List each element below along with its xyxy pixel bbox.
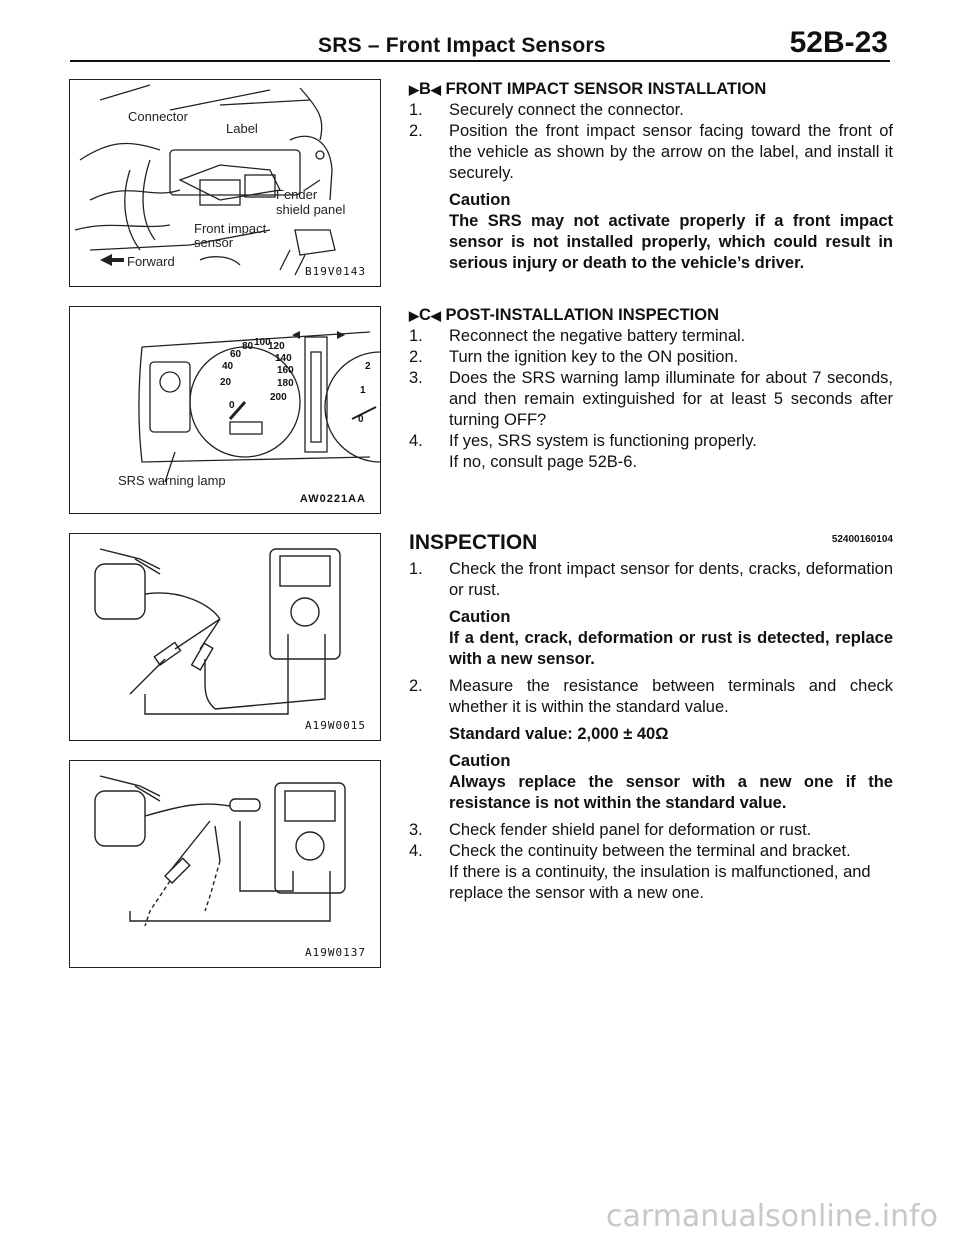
step: 1. Reconnect the negative battery terminal. bbox=[409, 327, 746, 345]
svg-text:40: 40 bbox=[222, 361, 234, 372]
svg-text:80: 80 bbox=[242, 341, 254, 352]
page-number: 52B-23 bbox=[789, 26, 888, 59]
step: 3. Check fender shield panel for deformation or rust. bbox=[409, 821, 812, 839]
caution-label: Caution bbox=[449, 608, 511, 626]
figure-resistance-check bbox=[69, 533, 381, 741]
label-front-impact: Front impact bbox=[194, 221, 267, 236]
page-header bbox=[0, 22, 960, 62]
standard-value: Standard value: 2,000 ± 40Ω bbox=[449, 725, 669, 743]
step: 3. Does the SRS warning lamp illuminate for about 7 seconds, and then remain extinguished for at least 5 seconds after turning OFF? bbox=[409, 369, 893, 429]
step: 4. Check the continuity between the terminal and bracket. bbox=[409, 842, 851, 860]
sensor-location-drawing bbox=[70, 80, 380, 286]
resistance-check-drawing bbox=[70, 534, 380, 740]
watermark: carmanualsonline.info bbox=[606, 1199, 938, 1234]
step: 1. Securely connect the connector. bbox=[409, 101, 684, 119]
caution-label: Caution bbox=[449, 191, 511, 209]
figure-code: AW0221AA bbox=[299, 493, 366, 505]
inspection-heading: INSPECTION 52400160104 bbox=[409, 531, 893, 554]
step: 1. Check the front impact sensor for dents, cracks, deformation or rust. bbox=[409, 560, 893, 599]
caution-text: The SRS may not activate properly if a front impact sensor is not installed properly, which could result in serious injury or death to the vehicle’s driver. bbox=[449, 212, 893, 272]
label-label: Label bbox=[226, 121, 258, 136]
svg-text:60: 60 bbox=[230, 349, 242, 360]
caution-text: If a dent, crack, deformation or rust is detected, replace with a new sensor. bbox=[449, 629, 893, 668]
section-post-installation bbox=[409, 305, 893, 473]
svg-text:120: 120 bbox=[268, 341, 285, 352]
label-fender: Fender bbox=[276, 187, 318, 202]
svg-text:100: 100 bbox=[254, 337, 271, 348]
svg-text:0: 0 bbox=[358, 414, 364, 425]
step: 2. Position the front impact sensor facing toward the front of the vehicle as shown by the arrow on the label, and install it securely. bbox=[409, 122, 893, 182]
figure-continuity-check bbox=[69, 760, 381, 968]
section-installation bbox=[409, 79, 893, 274]
step-continuation: If there is a continuity, the insulation is malfunctioned, and replace the sensor with a new one. bbox=[449, 863, 871, 902]
header-rule bbox=[70, 60, 890, 62]
svg-text:2: 2 bbox=[365, 361, 371, 372]
page-title: SRS – Front Impact Sensors bbox=[318, 34, 606, 57]
caution-label: Caution bbox=[449, 752, 511, 770]
svg-text:200: 200 bbox=[270, 392, 287, 403]
figure-code: A19W0137 bbox=[305, 946, 366, 959]
svg-text:160: 160 bbox=[277, 365, 294, 376]
step: 2. Measure the resistance between terminals and check whether it is within the standard value. bbox=[409, 677, 893, 716]
step: 2. Turn the ignition key to the ON position. bbox=[409, 348, 739, 366]
section-marker: B bbox=[419, 80, 431, 98]
label-connector: Connector bbox=[128, 109, 188, 124]
figure-code: A19W0015 bbox=[305, 719, 366, 732]
caution-text: Always replace the sensor with a new one if the resistance is not within the standard value. bbox=[449, 773, 893, 812]
svg-text:20: 20 bbox=[220, 377, 232, 388]
label-forward: Forward bbox=[127, 254, 175, 269]
section-marker: C bbox=[419, 306, 431, 324]
label-srs-warning-lamp: SRS warning lamp bbox=[118, 473, 226, 488]
section-heading: ▶C◀ POST-INSTALLATION INSPECTION bbox=[409, 306, 719, 324]
figure-sensor-location bbox=[69, 79, 381, 287]
continuity-check-drawing bbox=[70, 761, 380, 967]
section-inspection bbox=[409, 532, 893, 904]
inspection-code: 52400160104 bbox=[831, 534, 893, 545]
section-heading: ▶B◀ FRONT IMPACT SENSOR INSTALLATION bbox=[409, 80, 767, 98]
step: 4. If yes, SRS system is functioning properly. bbox=[409, 432, 757, 450]
svg-text:0: 0 bbox=[229, 400, 235, 411]
figure-code: B19V0143 bbox=[305, 265, 366, 278]
svg-text:140: 140 bbox=[275, 353, 292, 364]
figure-instrument-cluster bbox=[69, 306, 381, 514]
svg-text:1: 1 bbox=[360, 385, 366, 396]
label-sensor: sensor bbox=[194, 235, 234, 250]
section-heading-text: FRONT IMPACT SENSOR INSTALLATION bbox=[445, 80, 767, 98]
label-shield-panel: shield panel bbox=[276, 202, 346, 217]
step-continuation: If no, consult page 52B-6. bbox=[449, 453, 638, 471]
section-heading-text: POST-INSTALLATION INSPECTION bbox=[445, 306, 719, 324]
svg-text:180: 180 bbox=[277, 378, 294, 389]
